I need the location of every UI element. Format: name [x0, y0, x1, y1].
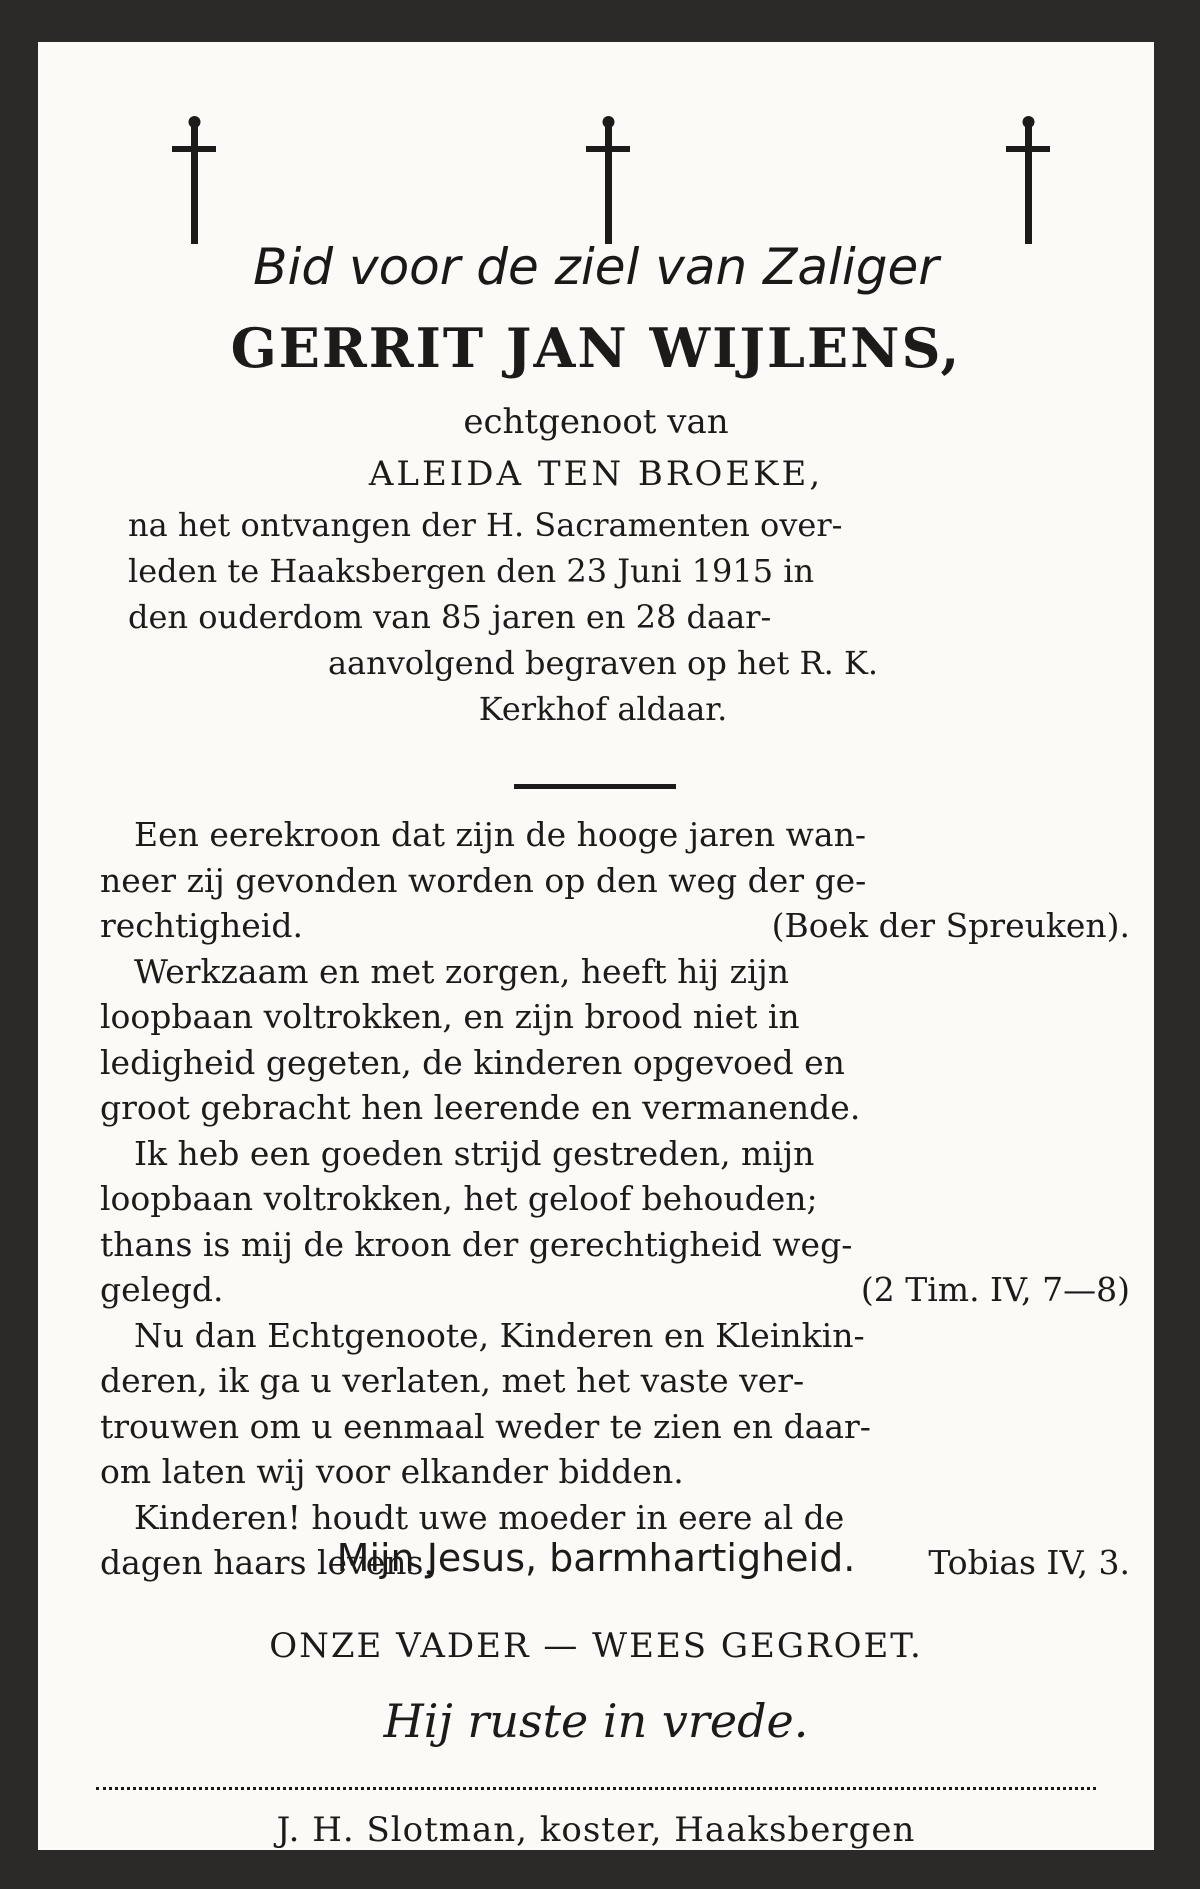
citation: Tobias IV, 3. [928, 1543, 1130, 1582]
death-notice-line: leden te Haaksbergen den 23 Juni 1915 in [128, 552, 815, 590]
cross-icon [164, 112, 224, 252]
text-line: loopbaan voltrokken, het geloof behouden; [100, 1179, 818, 1218]
text-line: Nu dan Echtgenoote, Kinderen en Kleinkin- [134, 1315, 865, 1355]
main-text [100, 812, 1130, 1586]
text-line: Werkzaam en met zorgen, heeft hij zijn [134, 951, 790, 991]
prayers: ONZE VADER — WEES GEGROET. [269, 1626, 923, 1666]
text-line-start: gelegd. [100, 1270, 224, 1309]
text-line: ledigheid gegeten, de kinderen opgevoed en [100, 1042, 845, 1082]
memorial-card [38, 42, 1154, 1850]
text-line: om laten wij voor elkander bidden. [100, 1452, 684, 1491]
text-line [100, 903, 1130, 949]
text-line: trouwen om u eenmaal weder te zien en daar- [100, 1406, 871, 1446]
death-notice-line: den ouderdom van 85 jaren en 28 daar- [128, 598, 772, 636]
text-line: groot gebracht hen leerende en vermanende. [100, 1088, 861, 1127]
text-line: loopbaan voltrokken, en zijn brood niet in [100, 997, 800, 1036]
cross-icon [578, 112, 638, 252]
death-notice-line: na het ontvangen der H. Sacramenten over- [128, 506, 843, 544]
text-line: neer zij gevonden worden op den weg der ge- [100, 860, 867, 900]
invocation: Bid voor de ziel van Zaliger [253, 238, 939, 296]
printer-credit: J. H. Slotman, koster, Haaksbergen [276, 1810, 916, 1850]
death-notice-line: Kerkhof aldaar. [478, 690, 728, 728]
spouse-name: ALEIDA TEN BROEKE, [368, 454, 824, 494]
text-line: Kinderen! houdt uwe moeder in eere al de [134, 1497, 845, 1537]
death-notice-line: aanvolgend begraven op het R. K. [327, 644, 879, 682]
text-line: Ik heb een goeden strijd gestreden, mijn [134, 1133, 815, 1173]
text-line-start: rechtigheid. [100, 906, 303, 945]
cross-icon [998, 112, 1058, 252]
spouse-label: echtgenoot van [463, 402, 729, 442]
citation: (2 Tim. IV, 7—8) [860, 1270, 1130, 1309]
citation: (Boek der Spreuken). [771, 906, 1130, 945]
closing-invocation: Mijn Jesus, barmhartigheid. [336, 1536, 856, 1580]
deceased-name: GERRIT JAN WIJLENS, [230, 316, 962, 380]
text-line: Een eerekroon dat zijn de hooge jaren wan- [134, 815, 866, 854]
rest-in-peace: Hij ruste in vrede. [383, 1694, 809, 1748]
death-notice [128, 502, 1078, 732]
text-line-start: dagen haars levens. [100, 1543, 434, 1582]
divider [514, 784, 676, 789]
text-line: thans is mij de kroon der gerechtigheid weg- [100, 1224, 853, 1264]
dotted-divider [96, 1787, 1096, 1790]
text-line [100, 1267, 1130, 1313]
text-line: deren, ik ga u verlaten, met het vaste ver- [100, 1361, 805, 1400]
